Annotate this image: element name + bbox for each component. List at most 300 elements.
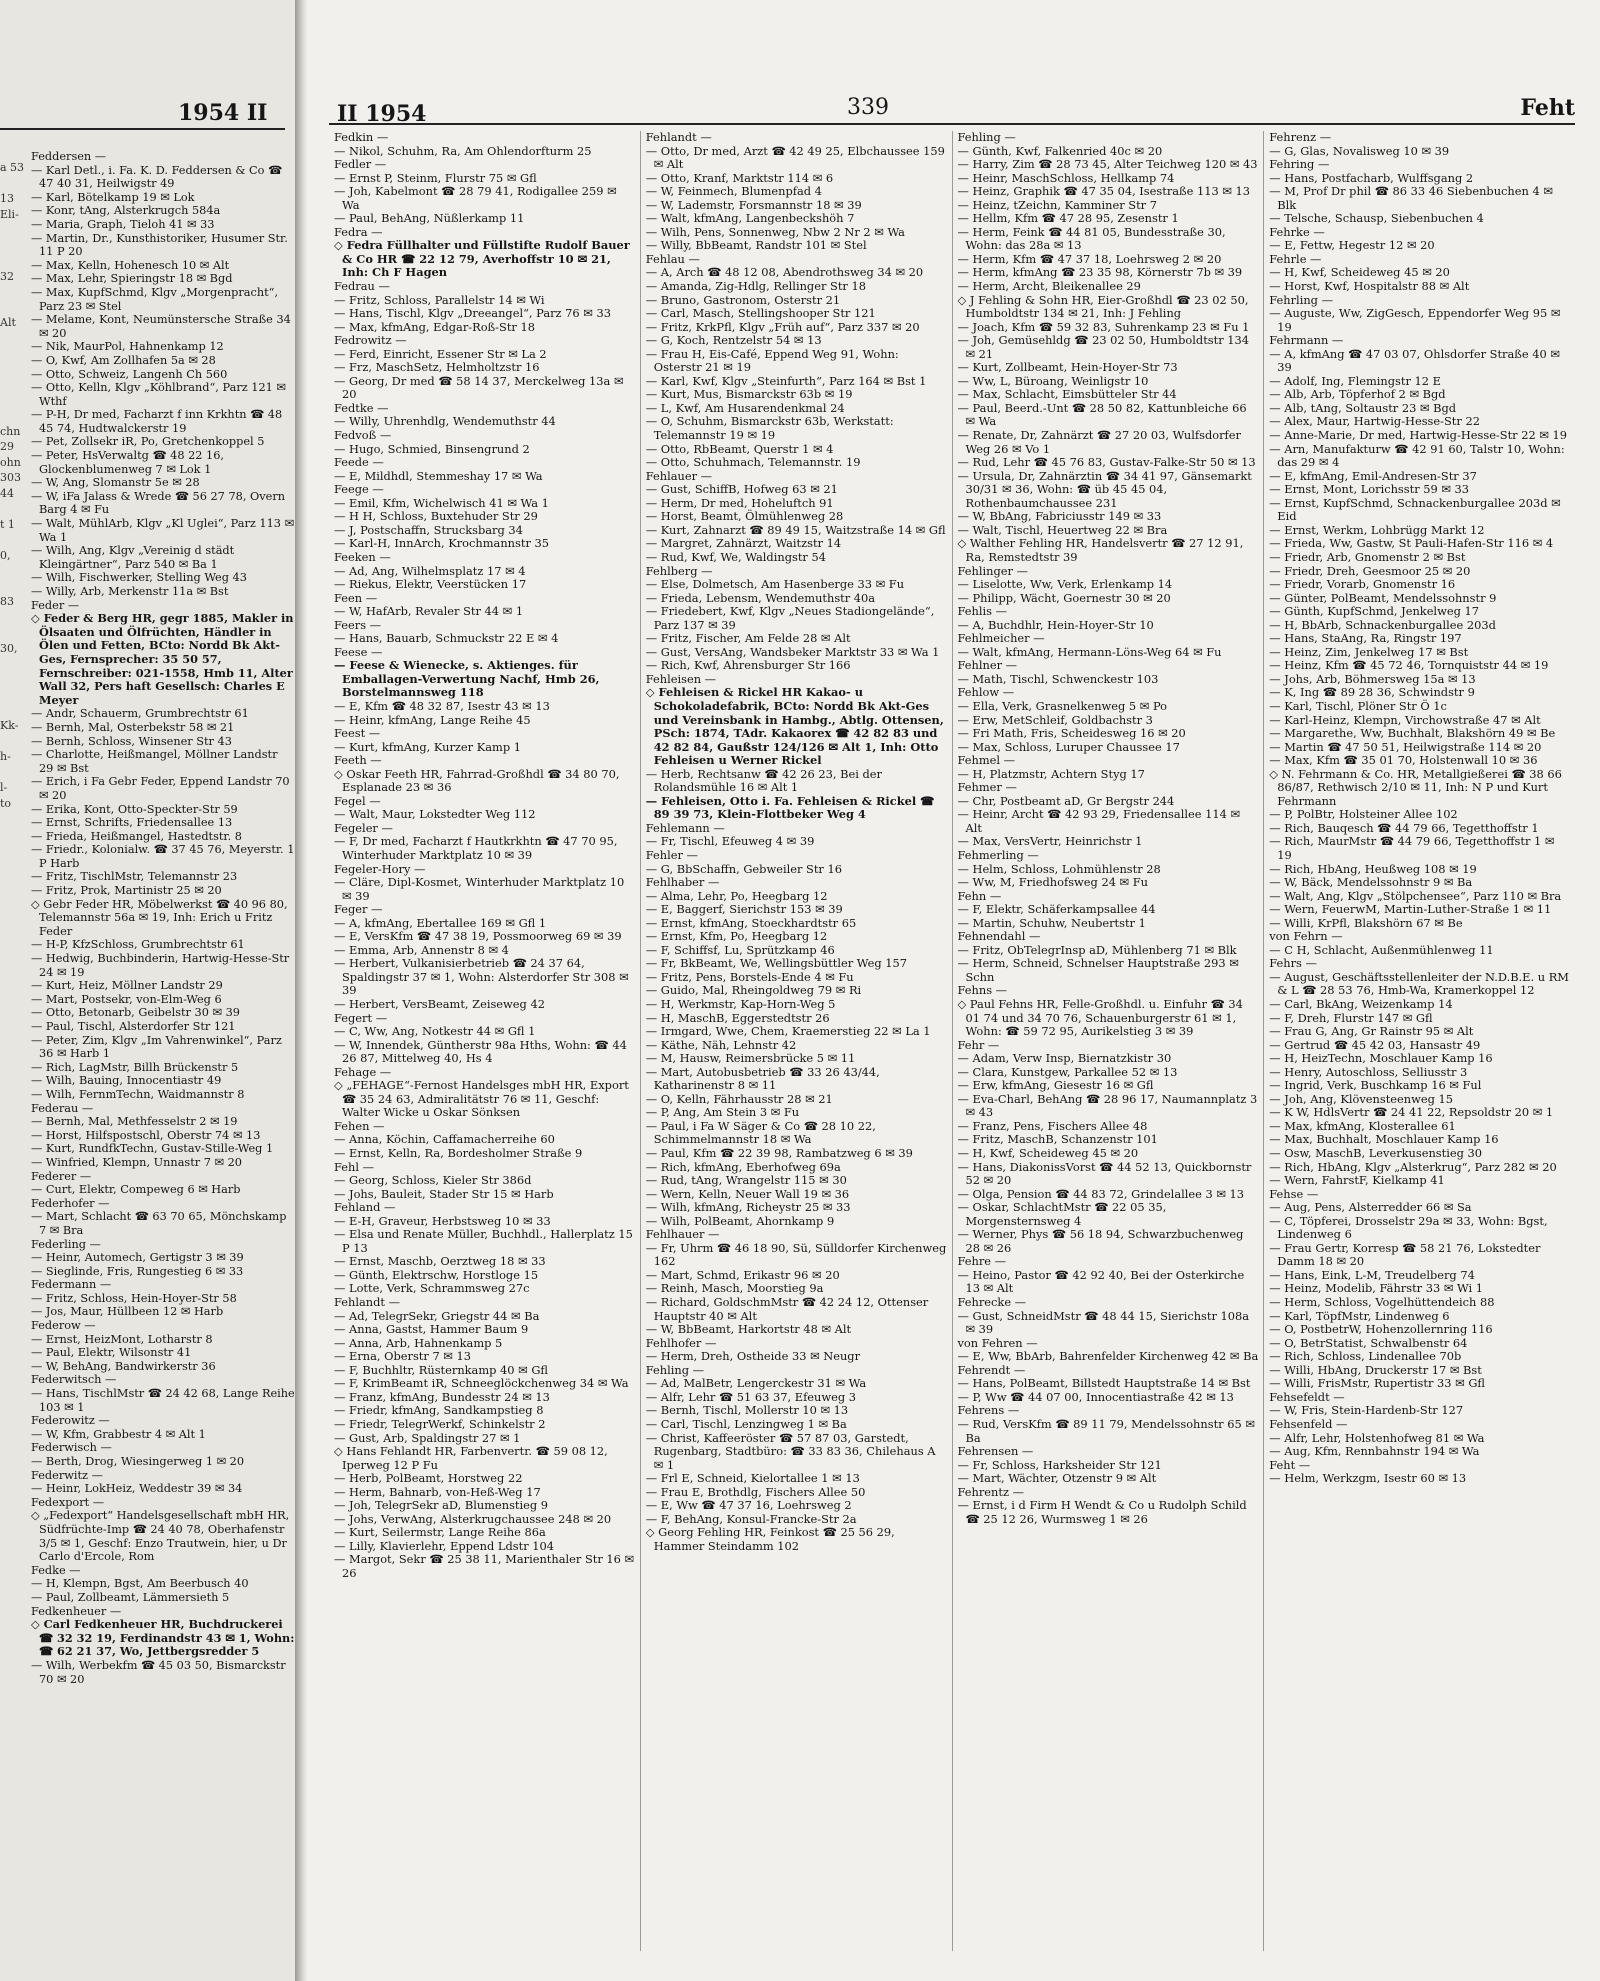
surname-heading: Feeken — xyxy=(334,549,391,564)
directory-entry: — H, MaschB, Eggerstedtstr 26 xyxy=(645,1010,830,1025)
surname-heading: Fehring — xyxy=(1269,157,1330,172)
directory-entry: — Walt, kfmAng, Hermann-Löns-Weg 64 ✉ Fu xyxy=(957,644,1222,659)
directory-entry: — Joh, TelegrSekr aD, Blumenstieg 9 xyxy=(334,1498,549,1513)
directory-entry: — F, Dreh, Flurstr 147 ✉ Gfl xyxy=(1269,1010,1433,1025)
directory-entry: — Herbert, Vulkanisierbetrieb ☎ 24 37 64, Spaldingstr 37 ✉ 1, Wohn: Alsterdorfer Str 308 ✉ 39 xyxy=(334,956,629,998)
directory-entry: — Ernst, Schrifts, Friedensallee 13 xyxy=(31,816,233,830)
directory-entry: — P, PolBtr, Holsteiner Allee 102 xyxy=(1269,807,1458,822)
directory-entry: — Ernst, HeizMont, Lotharstr 8 xyxy=(31,1332,213,1346)
surname-heading: Fedtke — xyxy=(334,400,389,415)
directory-entry: — Rich, Bauqesch ☎ 44 79 66, Tegetthoffstr 1 xyxy=(1269,820,1539,835)
directory-entry: — Lotte, Verk, Schrammsweg 27c xyxy=(334,1281,530,1296)
directory-entry: — Peter, Zim, Klgv „Im Vahrenwinkel“, Parz 36 ✉ Harb 1 xyxy=(31,1033,282,1061)
directory-entry: — F, KrimBeamt iR, Schneeglöckchenweg 34 ✉ Wa xyxy=(334,1376,629,1391)
directory-entry: — W, Ang, Slomanstr 5e ✉ 28 xyxy=(31,476,200,490)
directory-entry: — Otto, Betonarb, Geibelstr 30 ✉ 39 xyxy=(31,1006,240,1020)
cut-text-fragment: 303 xyxy=(0,471,21,484)
directory-entry: — Mart, Postsekr, von-Elm-Weg 6 xyxy=(31,992,222,1006)
directory-entry: — F, Buchhltr, Rüsternkamp 40 ✉ Gfl xyxy=(334,1362,549,1377)
directory-entry: — M, Hausw, Reimersbrücke 5 ✉ 11 xyxy=(645,1051,856,1066)
surname-heading: Fehlow — xyxy=(957,685,1015,700)
surname-heading: Fehlberg — xyxy=(645,563,713,578)
directory-entry: — Richard, GoldschmMstr ☎ 42 24 12, Ottenser Hauptstr 40 ✉ Alt xyxy=(645,1295,929,1323)
directory-entry: — Frieda, Ww, Gastw, St Pauli-Hafen-Str 116 ✉ 4 xyxy=(1269,536,1554,551)
directory-entry: — E, VersKfm ☎ 47 38 19, Possmoorweg 69 ✉ 39 xyxy=(334,929,622,944)
directory-entry: — Fri Math, Fris, Scheidesweg 16 ✉ 20 xyxy=(957,726,1186,741)
directory-entry: — Bernh, Tischl, Mollerstr 10 ✉ 13 xyxy=(645,1403,849,1418)
directory-entry: — Gust, VersAng, Wandsbeker Marktstr 33 ✉ Wa 1 xyxy=(645,644,940,659)
cut-text-fragment: Alt xyxy=(0,316,16,329)
surname-heading: Fehn — xyxy=(957,888,1002,903)
directory-entry: — H, Kwf, Scheideweg 45 ✉ 20 xyxy=(1269,265,1450,280)
directory-entry: — Friedr, TelegrWerkf, Schinkelstr 2 xyxy=(334,1416,546,1431)
directory-entry: — Herb, PolBeamt, Horstweg 22 xyxy=(334,1471,523,1486)
directory-entry: — Fr, Schloss, Harksheider Str 121 xyxy=(957,1457,1162,1472)
directory-entry: — Alb, tAng, Soltaustr 23 ✉ Bgd xyxy=(1269,400,1457,415)
cut-text-fragment xyxy=(0,377,20,393)
firm-entry: ◇ Fehleisen & Rickel HR Kakao- u Schokoladefabrik, BCto: Nordd Bk Akt-Ges und Vereinsbank in Hambg., Abtlg. Ottensen, PSch: 1874, TAdr. Kakaorex ☎ 42 82 83 und 42 82 84, Gaußstr 124/126 ✉ Alt 1, Inh: Otto Fehleisen u Werner Rickel xyxy=(645,685,944,768)
directory-entry: — H, Werkmstr, Kap-Horn-Weg 5 xyxy=(645,997,836,1011)
directory-entry: — Karl, TöpfMstr, Lindenweg 6 xyxy=(1269,1308,1450,1323)
page-header-rule xyxy=(329,123,1575,125)
surname-heading: Feege — xyxy=(334,482,384,497)
directory-entry: — Friedr, Dreh, Geesmoor 25 ✉ 20 xyxy=(1269,563,1471,578)
directory-entry: — Friedr, Vorarb, Gnomenstr 16 xyxy=(1269,577,1456,592)
firm-entry: ◇ Feder & Berg HR, gegr 1885, Makler in Ölsaaten und Ölfrüchten, Händler in Ölen und Fetten, BCto: Nordd Bk Akt-Ges, Fernsprecher: 35 50 57, Fernschreiber: 021-1558, Hmb 11, Alter Wall 32, Pers haft Gesellsch: Charles E Meyer xyxy=(31,611,294,707)
cut-text-fragment: 44 xyxy=(0,486,14,500)
directory-entry: ◇ N. Fehrmann & Co. HR, Metallgießerei ☎ 38 66 86/87, Rethwisch 2/10 ✉ 11, Inh: N P und Kurt Fehrmann xyxy=(1269,766,1562,808)
directory-entry: — Erw, kfmAng, Giesestr 16 ✉ Gfl xyxy=(957,1078,1154,1093)
directory-entry: — Günth, KupfSchmd, Jenkelweg 17 xyxy=(1269,604,1479,619)
directory-entry: — Emil, Kfm, Wichelwisch 41 ✉ Wa 1 xyxy=(334,495,549,510)
cut-text-fragment: 0, xyxy=(0,548,11,562)
directory-entry: — Karl, Kwf, Klgv „Steinfurth“, Parz 164 ✉ Bst 1 xyxy=(645,373,927,388)
directory-entry: — Kurt, Mus, Bismarckstr 63b ✉ 19 xyxy=(645,387,853,402)
directory-entry: — Amanda, Zig-Hdlg, Rellinger Str 18 xyxy=(645,279,866,294)
directory-column-1 xyxy=(329,131,641,1951)
directory-entry: — Fritz, Schloss, Hein-Hoyer-Str 58 xyxy=(31,1291,237,1305)
directory-entry: — Günth, Kwf, Falkenried 40c ✉ 20 xyxy=(957,143,1163,158)
directory-entry: ◇ Georg Fehling HR, Feinkost ☎ 25 56 29, Hammer Steindamm 102 xyxy=(645,1525,895,1553)
page-header-left: II 1954 xyxy=(337,101,427,127)
directory-entry: — Herb, Rechtsanw ☎ 42 26 23, Bei der Rolandsmühle 16 ✉ Alt 1 xyxy=(645,766,882,795)
directory-entry: — C, Ww, Ang, Notkestr 44 ✉ Gfl 1 xyxy=(334,1024,536,1039)
surname-heading: Fegeler-Hory — xyxy=(334,861,426,876)
directory-columns xyxy=(329,131,1575,1951)
directory-entry: — Rich, HbAng, Heußweg 108 ✉ 19 xyxy=(1269,861,1477,876)
directory-entry: — Lilly, Klavierlehr, Eppend Ldstr 104 xyxy=(334,1538,555,1553)
surname-heading: Fehnendahl — xyxy=(957,929,1041,944)
cut-text-fragment xyxy=(0,703,20,719)
directory-entry: — Margot, Sekr ☎ 25 38 11, Marienthaler Str 16 ✉ 26 xyxy=(334,1552,635,1580)
surname-heading: Fedkin — xyxy=(334,131,389,144)
surname-heading: Fehrecke — xyxy=(957,1295,1027,1310)
directory-entry: — Curt, Elektr, Compeweg 6 ✉ Harb xyxy=(31,1183,241,1197)
firm-entry: ◇ Carl Fedkenheuer HR, Buchdruckerei ☎ 32 32 19, Ferdinandstr 43 ✉ 1, Wohn: ☎ 62 21 37, Wo, Jettbergsredder 5 xyxy=(31,1617,295,1659)
surname-heading: Fehns — xyxy=(957,983,1008,998)
directory-entry: — Joh, Ang, Klövensteenweg 15 xyxy=(1269,1091,1454,1106)
directory-entry: — Rich, Schloss, Lindenallee 70b xyxy=(1269,1349,1462,1364)
directory-entry: — Willy, Uhrenhdlg, Wendemuthstr 44 xyxy=(334,414,556,429)
directory-entry: — Herm, Schloss, Vogelhüttendeich 88 xyxy=(1269,1295,1495,1310)
surname-heading: von Fehrn — xyxy=(1269,929,1343,944)
directory-entry: — Heinz, tZeichn, Kamminer Str 7 xyxy=(957,197,1157,212)
directory-entry: — W, BehAng, Bandwirkerstr 36 xyxy=(31,1359,216,1373)
surname-heading: Fehmer — xyxy=(957,780,1017,795)
directory-entry: ◇ J Fehling & Sohn HR, Eier-Großhdl ☎ 23 02 50, Humboldtstr 134 ✉ 21, Inh: J Fehling xyxy=(957,292,1249,321)
directory-entry: — Riekus, Elektr, Veerstücken 17 xyxy=(334,577,527,592)
directory-entry: — Wilh, Fischwerker, Stelling Weg 43 xyxy=(31,571,247,585)
directory-entry: — Kurt, Zollbeamt, Hein-Hoyer-Str 73 xyxy=(957,360,1178,375)
cut-text-fragment xyxy=(0,238,20,254)
page-number: 339 xyxy=(847,95,889,120)
directory-entry: — Otto, RbBeamt, Querstr 1 ✉ 4 xyxy=(645,441,834,456)
directory-entry: ◇ Paul Fehns HR, Felle-Großhdl. u. Einfuhr ☎ 34 01 74 und 34 70 76, Schauenburgerstr 61 ✉ 1, Wohn: ☎ 59 72 95, Aurikelstieg 3 ✉ 39 xyxy=(957,997,1243,1039)
directory-entry: — Fr, BkBeamt, We, Wellingsbüttler Weg 157 xyxy=(645,956,907,971)
directory-entry: — Rich, LagMstr, Billh Brückenstr 5 xyxy=(31,1060,239,1074)
directory-entry: — Herm, Schneid, Schnelser Hauptstraße 293 ✉ Schn xyxy=(957,956,1239,984)
surname-heading: Fehrensen — xyxy=(957,1444,1034,1459)
directory-entry: — Hans, Postfacharb, Wulffsgang 2 xyxy=(1269,170,1474,185)
directory-entry: — Horst, Hilfspostschl, Oberstr 74 ✉ 13 xyxy=(31,1128,261,1142)
surname-heading: Fehrmann — xyxy=(1269,333,1344,348)
surname-heading: Fedke — xyxy=(31,1563,81,1577)
cut-text-fragment xyxy=(0,393,20,409)
surname-heading: Fehling — xyxy=(645,1362,705,1377)
directory-entry: — Walt, MühlArb, Klgv „Kl Uglei“, Parz 113 ✉ Wa 1 xyxy=(31,517,295,544)
directory-entry: — Horst, Beamt, Ölmühlenweg 28 xyxy=(645,509,844,524)
directory-entry: — Herm, kfmAng ☎ 23 35 98, Körnerstr 7b ✉ 39 xyxy=(957,265,1243,280)
directory-entry: — Hans, TischlMstr ☎ 24 42 68, Lange Reihe 103 ✉ 1 xyxy=(31,1387,295,1414)
cut-text-fragment: 13 xyxy=(0,192,14,205)
surname-heading: Fehlhaber — xyxy=(645,875,720,890)
cut-text-fragment xyxy=(0,501,20,517)
directory-entry: — E, kfmAng, Emil-Andresen-Str 37 xyxy=(1269,468,1477,483)
surname-heading: Fegeler — xyxy=(334,820,393,835)
directory-entry: — Walt, Maur, Lokstedter Weg 112 xyxy=(334,807,536,822)
directory-entry: — Alb, Arb, Töpferhof 2 ✉ Bgd xyxy=(1269,387,1446,402)
directory-entry: — Anna, Arb, Hahnenkamp 5 xyxy=(334,1335,503,1350)
directory-entry: — A, Arch ☎ 48 12 08, Abendrothsweg 34 ✉ 20 xyxy=(645,265,924,280)
directory-entry: — Franz, Pens, Fischers Allee 48 xyxy=(957,1118,1148,1133)
directory-entry: — Renate, Dr, Zahnärzt ☎ 27 20 03, Wulfsdorfer Weg 26 ✉ Vo 1 xyxy=(957,428,1241,456)
directory-entry: — Cläre, Dipl-Kosmet, Winterhuder Marktplatz 10 ✉ 39 xyxy=(334,875,625,903)
directory-entry: — K, Ing ☎ 89 28 36, Schwindstr 9 xyxy=(1269,685,1475,700)
directory-entry: — Ernst, Mont, Lorichsstr 59 ✉ 33 xyxy=(1269,482,1470,497)
directory-entry: — Fr, Tischl, Efeuweg 4 ✉ 39 xyxy=(645,834,815,849)
surname-heading: Fehlmeicher — xyxy=(957,631,1045,646)
directory-entry: — Oskar, SchlachtMstr ☎ 22 05 35, Morgensternsweg 4 xyxy=(957,1200,1167,1228)
directory-entry: — A, Buchdhlr, Hein-Hoyer-Str 10 xyxy=(957,617,1154,632)
surname-heading: Federling — xyxy=(31,1237,101,1251)
previous-page-header: 1954 II xyxy=(178,100,268,126)
previous-page-cut-fragments xyxy=(0,160,25,811)
directory-entry: — Werner, Phys ☎ 56 18 94, Schwarzbuchenweg 28 ✉ 26 xyxy=(957,1227,1244,1255)
cut-text-fragment: Kk- xyxy=(0,719,19,732)
cut-text-fragment xyxy=(0,563,20,579)
cut-text-fragment: Eli- xyxy=(0,207,19,221)
directory-entry: — Aug, Kfm, Rennbahnstr 194 ✉ Wa xyxy=(1269,1444,1480,1459)
surname-heading: Fehlhauer — xyxy=(645,1227,720,1242)
directory-entry: — O, Kelln, Fährhausstr 28 ✉ 21 xyxy=(645,1091,833,1106)
directory-entry: — Harry, Zim ☎ 28 73 45, Alter Teichweg 120 ✉ 43 xyxy=(957,157,1258,172)
directory-entry: — A, kfmAng, Ebertallee 169 ✉ Gfl 1 xyxy=(334,915,547,930)
cut-text-fragment xyxy=(0,610,20,626)
directory-entry: — Hans, StaAng, Ra, Ringstr 197 xyxy=(1269,631,1462,646)
directory-entry: — Paul, BehAng, Nüßlerkamp 11 xyxy=(334,211,525,226)
directory-entry: — L, Kwf, Am Husarendenkmal 24 xyxy=(645,400,845,415)
surname-heading: Federwitz — xyxy=(31,1468,103,1482)
directory-entry: — Willy, BbBeamt, Randstr 101 ✉ Stel xyxy=(645,238,867,253)
surname-heading: Fehlinger — xyxy=(957,563,1028,578)
cut-text-fragment xyxy=(0,765,20,781)
directory-entry: — Günth, Elektrschw, Horstloge 15 xyxy=(334,1267,539,1282)
directory-entry: — Philipp, Wächt, Goernestr 30 ✉ 20 xyxy=(957,590,1171,605)
directory-entry: — Ernst, i d Firm H Wendt & Co u Rudolph Schild ☎ 25 12 26, Wurmsweg 1 ✉ 26 xyxy=(957,1498,1247,1526)
directory-entry: — Paul, Elektr, Wilsonstr 41 xyxy=(31,1346,192,1360)
surname-heading: Feddersen — xyxy=(31,150,107,163)
directory-entry: — Hugo, Schmied, Binsengrund 2 xyxy=(334,441,530,456)
directory-entry: — Anne-Marie, Dr med, Hartwig-Hesse-Str 22 ✉ 19 xyxy=(1269,428,1568,443)
surname-heading: Fegel — xyxy=(334,793,381,808)
directory-entry: — Alma, Lehr, Po, Heegbarg 12 xyxy=(645,888,828,903)
directory-entry: — Wern, FeuerwM, Martin-Luther-Straße 1 ✉ 11 xyxy=(1269,902,1552,917)
directory-entry: — Erna, Oberstr 7 ✉ 13 xyxy=(334,1349,471,1364)
surname-heading: Fehre — xyxy=(957,1254,1007,1269)
directory-entry: — Ad, MalBetr, Lengerckestr 31 ✉ Wa xyxy=(645,1376,867,1391)
directory-entry: — Willi, HbAng, Druckerstr 17 ✉ Bst xyxy=(1269,1362,1482,1377)
directory-entry: — Ernst, KupfSchmd, Schnackenburgallee 203d ✉ Eid xyxy=(1269,495,1561,524)
directory-entry: — Karl-Heinz, Klempn, Virchowstraße 47 ✉ Alt xyxy=(1269,712,1541,727)
surname-heading: Feeth — xyxy=(334,753,382,768)
directory-entry: — Kurt, kfmAng, Kurzer Kamp 1 xyxy=(334,739,521,754)
directory-entry: — Melame, Kont, Neumünstersche Straße 34 ✉ 20 xyxy=(31,313,291,340)
directory-entry: — Alfr, Lehr ☎ 51 63 37, Efeuweg 3 xyxy=(645,1389,857,1404)
directory-entry: — Hans, PolBeamt, Billstedt Hauptstraße 14 ✉ Bst xyxy=(957,1376,1251,1391)
directory-entry: — Fritz, TischlMstr, Telemannstr 23 xyxy=(31,870,238,884)
directory-entry: — Auguste, Ww, ZigGesch, Eppendorfer Weg 95 ✉ 19 xyxy=(1269,306,1561,334)
directory-entry: — Andr, Schauerm, Grumbrechtstr 61 xyxy=(31,707,249,721)
surname-heading: Federwitsch — xyxy=(31,1373,117,1387)
directory-entry: — Mart, Wächter, Otzenstr 9 ✉ Alt xyxy=(957,1471,1157,1486)
directory-entry: — Willi, FrisMstr, Rupertistr 33 ✉ Gfl xyxy=(1269,1376,1486,1391)
directory-entry: — Max, Lehr, Spieringstr 18 ✉ Bgd xyxy=(31,272,233,286)
directory-entry: — Kurt, RundfkTechn, Gustav-Stille-Weg 1 xyxy=(31,1142,274,1156)
page-header-guide-word: Feht xyxy=(1520,95,1575,121)
cut-text-fragment xyxy=(0,284,20,300)
directory-entry: — Wilh, kfmAng, Richeystr 25 ✉ 33 xyxy=(645,1200,851,1215)
directory-entry: — Henry, Autoschloss, Selliusstr 3 xyxy=(1269,1064,1468,1079)
cut-text-fragment: 83 xyxy=(0,595,14,608)
directory-entry: — Wern, FahrstF, Kielkamp 41 xyxy=(1269,1173,1445,1188)
directory-entry: — Friedebert, Kwf, Klgv „Neues Stadiongelände“, Parz 137 ✉ 39 xyxy=(645,604,935,632)
directory-entry: — Anna, Köchin, Caffamacherreihe 60 xyxy=(334,1132,555,1147)
surname-heading: Federwisch — xyxy=(31,1441,112,1455)
directory-entry: — Frieda, Heißmangel, Hastedtstr. 8 xyxy=(31,829,242,843)
directory-entry: — Erw, MetSchleif, Goldbachstr 3 xyxy=(957,712,1153,727)
directory-entry: — O, BetrStatist, Schwalbenstr 64 xyxy=(1269,1335,1468,1350)
surname-heading: Fehrens — xyxy=(957,1403,1020,1418)
directory-entry: — Carl, Tischl, Lenzingweg 1 ✉ Ba xyxy=(645,1416,847,1431)
directory-entry: — F, Dr med, Facharzt f Hautkrkhtn ☎ 47 70 95, Winterhuder Marktplatz 10 ✉ 39 xyxy=(334,834,618,862)
directory-entry: — H, BbArb, Schnackenburgallee 203d xyxy=(1269,617,1496,632)
directory-entry: — G, BbSchaffn, Gebweiler Str 16 xyxy=(645,861,842,876)
surname-heading: Fehrle — xyxy=(1269,251,1322,266)
directory-entry: — Heinr, Automech, Gertigstr 3 ✉ 39 xyxy=(31,1251,244,1265)
directory-entry: — Max, VersVertr, Heinrichstr 1 xyxy=(957,834,1143,849)
directory-entry: — G, Glas, Novalisweg 10 ✉ 39 xyxy=(1269,143,1450,158)
directory-entry: — Chr, Postbeamt aD, Gr Bergstr 244 xyxy=(957,793,1175,808)
surname-heading: Federmann — xyxy=(31,1278,112,1292)
directory-entry: — W, Innendek, Güntherstr 98a Hths, Wohn: ☎ 44 26 87, Mittelweg 40, Hs 4 xyxy=(334,1037,627,1066)
surname-heading: von Fehren — xyxy=(957,1335,1038,1350)
directory-entry: — Ernst, Kfm, Po, Heegbarg 12 xyxy=(645,929,828,944)
directory-page xyxy=(307,0,1600,1981)
directory-entry: — Friedr, Arb, Gnomenstr 2 ✉ Bst xyxy=(1269,549,1466,564)
cut-text-fragment xyxy=(0,625,20,641)
directory-entry: — Emma, Arb, Annenstr 8 ✉ 4 xyxy=(334,942,509,957)
directory-entry: — Otto, Schweiz, Langenh Ch 560 xyxy=(31,367,228,381)
directory-entry: — Karl Detl., i. Fa. K. D. Feddersen & Co ☎ 47 40 31, Heilwigstr 49 xyxy=(31,163,283,191)
directory-entry: — Rich, MaurMstr ☎ 44 79 66, Tegetthoffstr 1 ✉ 19 xyxy=(1269,834,1555,862)
cut-text-fragment: h- xyxy=(0,750,11,763)
surname-heading: Fehsefeldt — xyxy=(1269,1389,1345,1404)
directory-entry: — Paul, i Fa W Säger & Co ☎ 28 10 22, Schimmelmannstr 18 ✉ Wa xyxy=(645,1118,876,1147)
directory-entry: — Herm, Dr med, Hoheluftch 91 xyxy=(645,495,834,510)
directory-entry: — Frau Gertr, Korresp ☎ 58 21 76, Lokstedter Damm 18 ✉ 20 xyxy=(1269,1240,1541,1269)
directory-entry: — Heinz, Zim, Jenkelweg 17 ✉ Bst xyxy=(1269,644,1469,659)
cut-text-fragment xyxy=(0,656,20,672)
directory-entry: — F, BehAng, Konsul-Francke-Str 2a xyxy=(645,1511,857,1526)
directory-entry: — Ernst, Maschb, Oerztweg 18 ✉ 33 xyxy=(334,1254,546,1269)
directory-entry: — C, Töpferei, Drosselstr 29a ✉ 33, Wohn: Bgst, Lindenweg 6 xyxy=(1269,1213,1548,1242)
book-gutter xyxy=(295,0,307,1981)
directory-entry: — H, HeizTechn, Moschlauer Kamp 16 xyxy=(1269,1051,1493,1066)
directory-entry: — Karl-H, InnArch, Krochmannstr 35 xyxy=(334,536,549,551)
directory-entry: — Erich, i Fa Gebr Feder, Eppend Landstr 70 ✉ 20 xyxy=(31,775,290,802)
directory-entry: — Rud, tAng, Wrangelstr 115 ✉ 30 xyxy=(645,1173,847,1188)
directory-entry: ◇ Gebr Feder HR, Möbelwerkst ☎ 40 96 80, Telemannstr 56a ✉ 19, Inh: Erich u Fritz Feder xyxy=(31,897,288,938)
directory-entry: — Rich, HbAng, Klgv „Alsterkrug“, Parz 282 ✉ 20 xyxy=(1269,1159,1557,1174)
directory-entry: — J, Postschaffn, Strucksbarg 34 xyxy=(334,522,523,537)
directory-entry: — Kurt, Seilermstr, Lange Reihe 86a xyxy=(334,1525,546,1540)
directory-entry: — Wilh, Ang, Klgv „Vereinig d städt Kleingärtner“, Parz 540 ✉ Ba 1 xyxy=(31,544,235,571)
directory-entry: — Frau G, Ang, Gr Rainstr 95 ✉ Alt xyxy=(1269,1024,1474,1039)
cut-text-fragment xyxy=(0,222,20,238)
directory-entry: — Wilh, Werbekfm ☎ 45 03 50, Bismarckstr 70 ✉ 20 xyxy=(31,1658,286,1686)
directory-entry: — Joh, Kabelmont ☎ 28 79 41, Rodigallee 259 ✉ Wa xyxy=(334,184,617,212)
directory-entry: — Heinz, Kfm ☎ 45 72 46, Tornquiststr 44 ✉ 19 xyxy=(1269,658,1549,673)
surname-heading: Federau — xyxy=(31,1101,94,1115)
directory-entry: — Herm, Dreh, Ostheide 33 ✉ Neugr xyxy=(645,1349,861,1364)
cut-text-fragment: t 1 xyxy=(0,517,15,531)
directory-entry: — Mart, Schlacht ☎ 63 70 65, Mönchskamp 7 ✉ Bra xyxy=(31,1210,287,1237)
directory-entry: — Hans, Eink, L-M, Treudelberg 74 xyxy=(1269,1267,1475,1282)
directory-entry: — Adam, Verw Insp, Biernatzkistr 30 xyxy=(957,1051,1172,1066)
directory-entry: — Ww, L, Büroang, Weinligstr 10 xyxy=(957,373,1149,388)
directory-entry: — Karl, Bötelkamp 19 ✉ Lok xyxy=(31,190,195,204)
directory-entry: — Rud, Lehr ☎ 45 76 83, Gustav-Falke-Str 50 ✉ 13 xyxy=(957,455,1256,470)
directory-entry: — Bernh, Mal, Osterbekstr 58 ✉ 21 xyxy=(31,720,235,734)
directory-entry: — Reinh, Masch, Moorstieg 9a xyxy=(645,1281,824,1296)
directory-entry: — Herm, Feink ☎ 44 81 05, Bundesstraße 30, Wohn: das 28a ✉ 13 xyxy=(957,224,1226,253)
surname-heading: Fehlandt — xyxy=(645,131,712,144)
directory-entry: ◇ Walther Fehling HR, Handelsvertr ☎ 27 12 91, Ra, Remstedtstr 39 xyxy=(957,536,1244,564)
firm-entry: — Fehleisen, Otto i. Fa. Fehleisen & Rickel ☎ 89 39 73, Klein-Flottbeker Weg 4 xyxy=(645,793,935,822)
directory-entry: — Mart, Schmd, Erikastr 96 ✉ 20 xyxy=(645,1267,840,1282)
surname-heading: Fehrling — xyxy=(1269,292,1333,307)
directory-entry: — Herbert, VersBeamt, Zeiseweg 42 xyxy=(334,997,545,1011)
directory-entry: — W, Feinmech, Blumenpfad 4 xyxy=(645,184,822,199)
directory-entry: — K W, HdlsVertr ☎ 24 41 22, Repsoldstr 20 ✉ 1 xyxy=(1269,1105,1554,1120)
directory-entry: — C H, Schlacht, Außenmühlenweg 11 xyxy=(1269,942,1494,957)
surname-heading: Feede — xyxy=(334,455,384,470)
surname-heading: Fedra — xyxy=(334,224,383,239)
surname-heading: Fehleisen — xyxy=(645,671,717,686)
directory-entry: — Pet, Zollsekr iR, Po, Gretchenkoppel 5 xyxy=(31,435,265,449)
page-header xyxy=(329,95,1575,125)
directory-entry: — Hans, Tischl, Klgv „Dreeangel“, Parz 76 ✉ 33 xyxy=(334,306,611,321)
directory-entry: — P, Ww ☎ 44 07 00, Innocentiastraße 42 ✉ 13 xyxy=(957,1389,1234,1404)
directory-entry: — Bruno, Gastronom, Osterstr 21 xyxy=(645,292,841,307)
directory-entry: — Margret, Zahnärzt, Waitzstr 14 xyxy=(645,536,842,551)
directory-entry: — Fritz, Pens, Borstels-Ende 4 ✉ Fu xyxy=(645,969,854,984)
directory-entry: — Fritz, Schloss, Parallelstr 14 ✉ Wi xyxy=(334,292,545,307)
directory-entry: — Hedwig, Buchbinderin, Hartwig-Hesse-Str 24 ✉ 19 xyxy=(31,952,290,979)
directory-entry: — Frz, MaschSetz, Helmholtzstr 16 xyxy=(334,360,540,375)
directory-entry: — Max, Kfm ☎ 35 01 70, Holstenwall 10 ✉ 36 xyxy=(1269,753,1538,768)
directory-entry: — Horst, Kwf, Hospitalstr 88 ✉ Alt xyxy=(1269,279,1470,294)
directory-entry: — August, Geschäftsstellenleiter der N.D.B.E. u RM & L ☎ 28 53 76, Hmb-Wa, Kramerkoppel 12 xyxy=(1269,969,1569,998)
directory-entry: — Telsche, Schausp, Siebenbuchen 4 xyxy=(1269,211,1484,226)
directory-entry: — Ernst, Werkm, Lohbrügg Markt 12 xyxy=(1269,522,1485,537)
directory-entry: — P-H, Dr med, Facharzt f inn Krkhtn ☎ 48 45 74, Hudtwalckerstr 19 xyxy=(31,408,283,435)
previous-page-strip xyxy=(0,0,295,1981)
surname-heading: Fedvoß — xyxy=(334,428,392,443)
surname-heading: Fehlemann — xyxy=(645,820,725,835)
directory-entry: — Ernst, Kelln, Ra, Bordesholmer Straße 9 xyxy=(334,1146,583,1161)
directory-entry: — Max, Schloss, Luruper Chaussee 17 xyxy=(957,739,1180,754)
surname-heading: Fehsenfeld — xyxy=(1269,1416,1348,1431)
directory-entry: — Elsa und Renate Müller, Buchhdl., Hallerplatz 15 P 13 xyxy=(334,1227,633,1255)
directory-entry: — Fr, Uhrm ☎ 46 18 90, Sü, Sülldorfer Kirchenweg 162 xyxy=(645,1240,947,1269)
directory-entry: — Max, Buchhalt, Moschlauer Kamp 16 xyxy=(1269,1132,1499,1147)
directory-entry: — A, kfmAng ☎ 47 03 07, Ohlsdorfer Straße 40 ✉ 39 xyxy=(1269,346,1560,375)
cut-text-fragment: ohn xyxy=(0,455,21,469)
directory-entry: — Friedr., Kolonialw. ☎ 37 45 76, Meyerstr. 1 P Harb xyxy=(31,843,295,870)
directory-entry: — Ursula, Dr, Zahnärztin ☎ 34 41 97, Gänsemarkt 30/31 ✉ 36, Wohn: ☎ üb 45 45 04, Rothenbaumchaussee 231 xyxy=(957,468,1252,510)
directory-entry: — Fritz, Fischer, Am Felde 28 ✉ Alt xyxy=(645,631,851,646)
directory-entry: — Helm, Werkzgm, Isestr 60 ✉ 13 xyxy=(1269,1471,1467,1486)
directory-entry: — Heinr, Archt ☎ 42 93 29, Friedensallee 114 ✉ Alt xyxy=(957,807,1240,835)
directory-entry: — F, Elektr, Schäferkampsallee 44 xyxy=(957,902,1156,917)
directory-entry: — Rich, kfmAng, Eberhofweg 69a xyxy=(645,1159,841,1174)
directory-entry: — Herm, Kfm ☎ 47 37 18, Loehrsweg 2 ✉ 20 xyxy=(957,251,1222,266)
directory-entry: — Peter, HsVerwaltg ☎ 48 22 16, Glockenblumenweg 7 ✉ Lok 1 xyxy=(31,449,225,476)
directory-entry: — Wilh, Bauing, Innocentiastr 49 xyxy=(31,1074,222,1088)
directory-entry: — G, Koch, Rentzelstr 54 ✉ 13 xyxy=(645,333,822,348)
directory-entry: — Carl, Masch, Stellingshooper Str 121 xyxy=(645,306,876,321)
directory-entry: — Max, KupfSchmd, Klgv „Morgenpracht“, Parz 23 ✉ Stel xyxy=(31,285,279,313)
directory-entry: — O, Kwf, Am Zollhafen 5a ✉ 28 xyxy=(31,353,216,367)
cut-text-fragment: to xyxy=(0,796,12,810)
directory-entry: — Liselotte, Ww, Verk, Erlenkamp 14 xyxy=(957,577,1173,592)
surname-heading: Fedrau — xyxy=(334,279,390,294)
directory-entry: — Walt, Ang, Klgv „Stölpchensee“, Parz 110 ✉ Bra xyxy=(1269,888,1562,903)
directory-entry: — Martin, Dr., Kunsthistoriker, Husumer Str. 11 P 20 xyxy=(31,231,288,259)
directory-entry: — Sieglinde, Fris, Rungestieg 6 ✉ 33 xyxy=(31,1264,244,1278)
directory-entry: — Max, kfmAng, Klosterallee 61 xyxy=(1269,1118,1456,1133)
